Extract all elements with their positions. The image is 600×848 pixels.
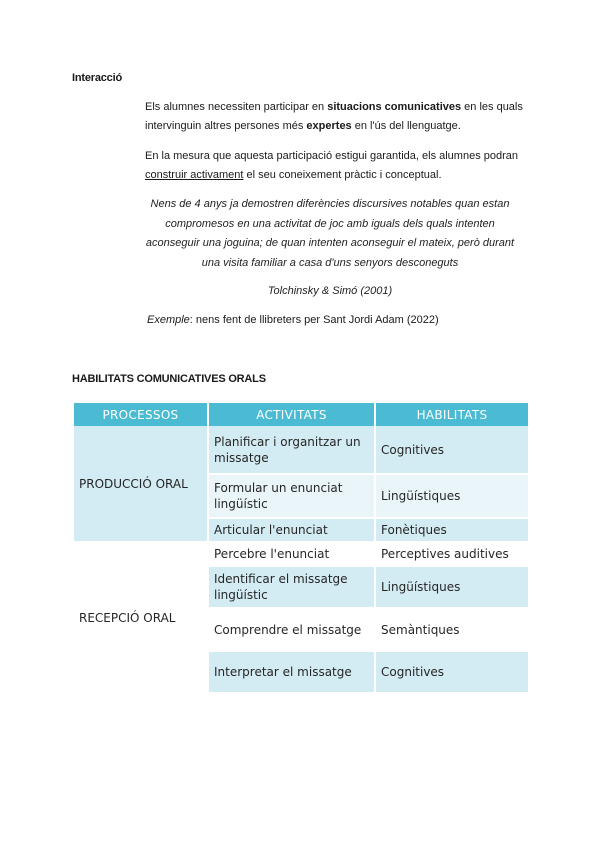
skill-cell: Lingüístiques <box>375 566 528 608</box>
bold-term: expertes <box>306 120 352 132</box>
underlined-term: construir activament <box>145 169 244 181</box>
paragraph-text: el seu coneixement pràctic i conceptual. <box>243 169 442 181</box>
bold-term: situacions comunicatives <box>327 101 462 113</box>
section-heading-habilitats: HABILITATS COMUNICATIVES ORALS <box>72 373 266 385</box>
example-label: Exemple <box>147 314 190 326</box>
block-quote: Nens de 4 anys ja demostren diferències discursives notables quan estan compromesos en una activitat de joc amb iguals dels quals intenten aconseguir una joguina; de quan intenten aconseguir el mateix, però durant una visita familiar a casa d'uns senyors desconeguts <box>145 198 515 269</box>
table-row <box>74 542 528 566</box>
paragraph-text: en les quals intervinguin altres persones més <box>145 101 523 132</box>
skill-cell: Semàntiques <box>375 608 528 651</box>
skill-cell: Perceptives auditives <box>375 542 528 566</box>
activity-cell: Interpretar el missatge <box>208 651 375 693</box>
activity-cell: Formular un enunciat lingüístic <box>208 474 375 518</box>
table-header-row <box>74 403 528 426</box>
activity-cell: Percebre l'enunciat <box>208 542 375 566</box>
activity-cell: Identificar el missatge lingüístic <box>208 566 375 608</box>
paragraph-construction <box>145 147 535 185</box>
skill-cell: Cognitives <box>375 426 528 474</box>
activity-cell: Comprendre el missatge <box>208 608 375 651</box>
paragraph-participation <box>145 98 535 136</box>
paragraph-text: En la mesura que aquesta participació estigui garantida, els alumnes podran <box>145 150 519 162</box>
skill-cell: Fonètiques <box>375 518 528 542</box>
paragraph-text: Els alumnes necessiten participar en <box>145 101 328 113</box>
section-heading-interaccio: Interacció <box>72 72 122 84</box>
activity-cell: Articular l'enunciat <box>208 518 375 542</box>
skill-cell: Cognitives <box>375 651 528 693</box>
header-habilitats: HABILITATS <box>375 403 528 426</box>
header-activitats: ACTIVITATS <box>208 403 375 426</box>
skill-cell: Lingüístiques <box>375 474 528 518</box>
example-line <box>147 314 439 326</box>
paragraph-text: en l'ús del llenguatge. <box>351 120 461 132</box>
skills-table <box>74 403 528 694</box>
process-produccio: PRODUCCIÓ ORAL <box>74 426 208 542</box>
example-text: : nens fent de llibreters per Sant Jordi Adam (2022) <box>189 314 439 326</box>
header-processos: PROCESSOS <box>74 403 208 426</box>
quote-citation: Tolchinsky & Simó (2001) <box>267 285 393 297</box>
process-recepcio: RECEPCIÓ ORAL <box>74 542 208 693</box>
table-row <box>74 426 528 474</box>
activity-cell: Planificar i organitzar un missatge <box>208 426 375 474</box>
